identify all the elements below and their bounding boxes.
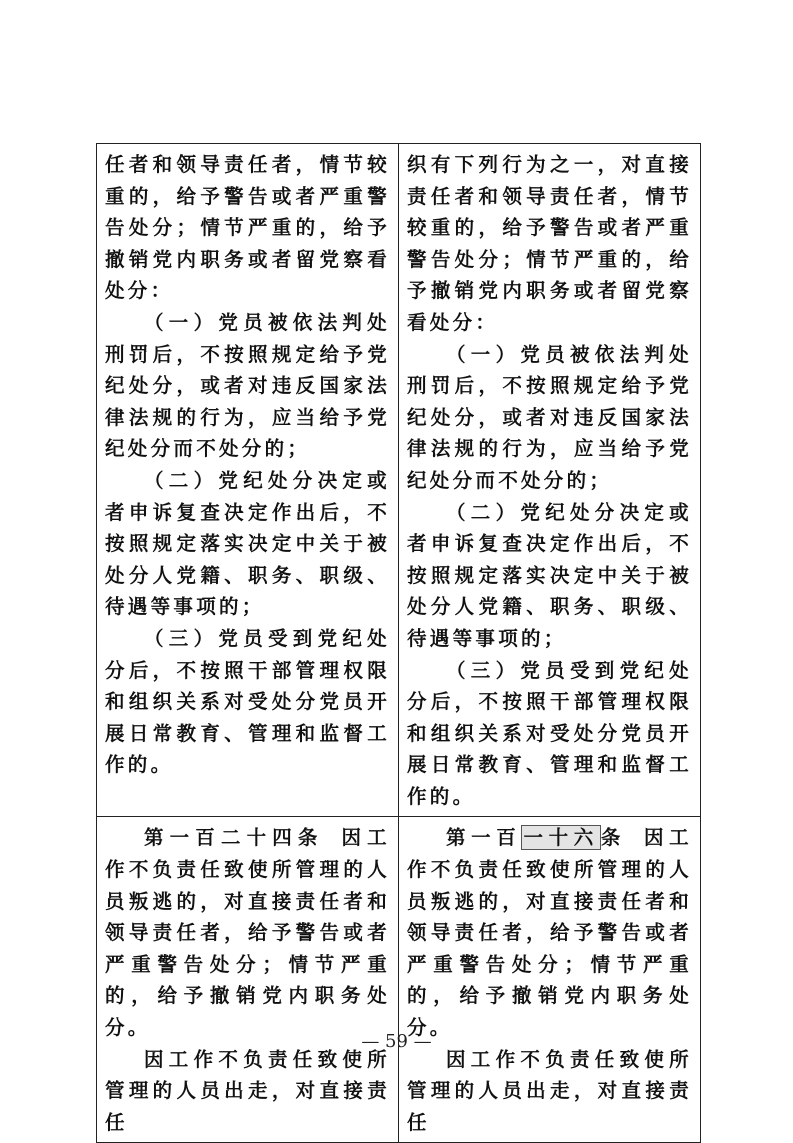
- paragraph: （一）党员被依法判处刑罚后，不按照规定给予党纪处分，或者对违反国家法律法规的行为，应当给予党纪处分而不处分的；: [407, 342, 692, 492]
- old-text-cell: [97, 144, 399, 817]
- highlighted-article-number: 一十六: [523, 826, 599, 850]
- new-text-cell: [399, 144, 701, 817]
- paragraph: 任者和领导责任者，情节较重的，给予警告或者严重警告处分；情节严重的，给予撤销党内职务或者留党察看处分：: [105, 153, 390, 303]
- page-number: — 59 —: [361, 1031, 432, 1052]
- article-text: 因工作不负责任致使所管理的人员叛逃的，对直接责任者和领导责任者，给予警告或者严重警告处分；情节严重的，给予撤销党内职务处分。: [105, 826, 390, 1040]
- article-text: 因工作不负责任致使所管理的人员叛逃的，对直接责任者和领导责任者，给予警告或者严重警告处分；情节严重的，给予撤销党内职务处分。: [407, 826, 692, 1040]
- paragraph: （三）党员受到党纪处分后，不按照干部管理权限和组织关系对受处分党员开展日常教育、管理和监督工作的。: [105, 626, 390, 777]
- article-prefix: 第一百: [144, 826, 221, 850]
- article-number: 二十四: [220, 826, 298, 850]
- article-label: [144, 826, 324, 849]
- table-row: [97, 144, 701, 817]
- paragraph: 织有下列行为之一，对直接责任者和领导责任者，情节较重的，给予警告或者严重警告处分；情节严重的，给予撤销党内职务或者留党察看处分：: [407, 153, 692, 334]
- paragraph: （三）党员受到党纪处分后，不按照干部管理权限和组织关系对受处分党员开展日常教育、管理和监督工作的。: [407, 658, 692, 808]
- paragraph: （二）党纪处分决定或者申诉复查决定作出后，不按照规定落实决定中关于被处分人党籍、职务、职级、待遇等事项的；: [407, 500, 692, 650]
- article-suffix: 条: [600, 826, 627, 850]
- article-suffix: 条: [297, 826, 324, 850]
- article-label: [446, 826, 626, 849]
- article-prefix: 第一百: [446, 826, 522, 850]
- article-paragraph: [105, 822, 390, 1043]
- comparison-table: [96, 143, 701, 1143]
- paragraph: 因工作不负责任致使所管理的人员出走，对直接责任: [407, 1047, 692, 1134]
- paragraph: （二）党纪处分决定或者申诉复查决定作出后，不按照规定落实决定中关于被处分人党籍、职务、职级、待遇等事项的；: [105, 468, 390, 619]
- paragraph: （一）党员被依法判处刑罚后，不按照规定给予党纪处分，或者对违反国家法律法规的行为，应当给予党纪处分而不处分的；: [105, 310, 390, 461]
- old-text-cell: [97, 817, 399, 1143]
- article-paragraph: [407, 822, 692, 1043]
- table-row: [97, 817, 701, 1143]
- new-text-cell: [399, 817, 701, 1143]
- paragraph: 因工作不负责任致使所管理的人员出走，对直接责任: [105, 1047, 390, 1134]
